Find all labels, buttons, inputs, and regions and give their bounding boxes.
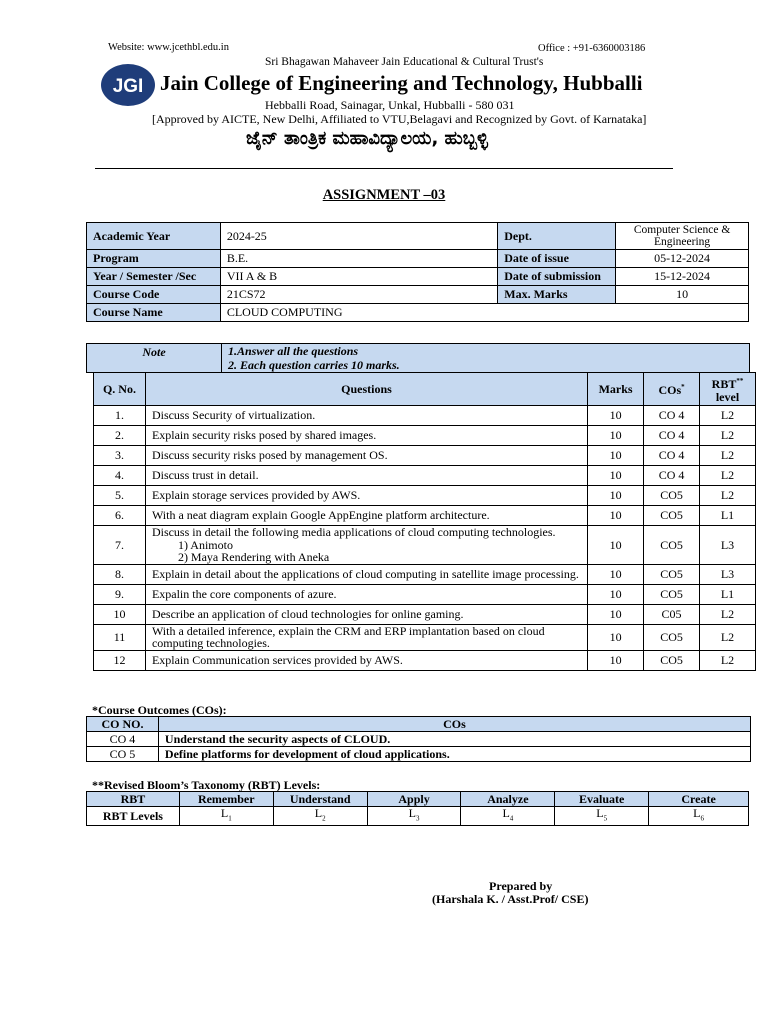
- course-name-value: CLOUD COMPUTING: [220, 304, 748, 322]
- question-main-text: Explain Communication services provided by AWS.: [151, 652, 403, 667]
- question-rbt: L2: [700, 466, 756, 486]
- co-no: CO 5: [87, 747, 159, 762]
- question-marks: 10: [588, 604, 644, 624]
- question-co: CO 4: [644, 446, 700, 466]
- date-submission-value: 15-12-2024: [616, 268, 749, 286]
- question-number: 1.: [94, 406, 146, 426]
- question-rbt: L3: [700, 564, 756, 584]
- question-rbt: L2: [700, 446, 756, 466]
- question-text: [145, 406, 587, 426]
- rbt-header: RBT** level: [700, 373, 756, 406]
- question-main-text: Discuss security risks posed by management OS.: [151, 448, 388, 463]
- question-text: [145, 584, 587, 604]
- question-text: [145, 426, 587, 446]
- question-rbt: L2: [700, 624, 756, 650]
- question-co: CO5: [644, 526, 700, 565]
- co-no: CO 4: [87, 732, 159, 747]
- question-text: [145, 506, 587, 526]
- question-rbt: L2: [700, 650, 756, 670]
- question-row: [94, 426, 756, 446]
- question-number: 4.: [94, 466, 146, 486]
- question-text: [145, 604, 587, 624]
- question-text: [145, 466, 587, 486]
- rbt-table: [86, 791, 749, 826]
- question-co: CO5: [644, 624, 700, 650]
- question-main-text: Describe an application of cloud technologies for online gaming.: [151, 606, 464, 621]
- question-marks: 10: [588, 486, 644, 506]
- question-main-text: Discuss trust in detail.: [151, 468, 259, 483]
- question-text: [145, 650, 587, 670]
- note-text: [228, 345, 400, 372]
- cos-header: COs*: [644, 373, 700, 406]
- question-main-text: Explain in detail about the applications of cloud computing in satellite image processing.: [151, 566, 579, 581]
- question-row: [94, 486, 756, 506]
- rbt-level-cell: $L_3$: [367, 807, 461, 826]
- rbt-header-cell: RBT: [87, 792, 180, 807]
- approval-text: [Approved by AICTE, New Delhi, Affiliated to VTU,Belagavi and Recognized by Govt. of Karnataka]: [152, 112, 647, 126]
- dept-value: Computer Science & Engineering: [616, 223, 749, 250]
- question-rbt: L2: [700, 486, 756, 506]
- question-row: [94, 466, 756, 486]
- question-main-text: Discuss Security of virtualization.: [151, 408, 316, 423]
- question-rbt: L1: [700, 506, 756, 526]
- question-rbt: L2: [700, 406, 756, 426]
- program-label: Program: [87, 250, 221, 268]
- question-main-text: Discuss in detail the following media applications of cloud computing technologies.: [151, 525, 556, 539]
- program-value: B.E.: [220, 250, 497, 268]
- question-main-text: Explain security risks posed by shared images.: [151, 428, 377, 443]
- course-code-label: Course Code: [87, 286, 221, 304]
- kannada-college-name: ಜೈನ್ ತಾಂತ್ರಿಕ ಮಹಾವಿದ್ಯಾಲಯ, ಹುಬ್ಬಳ್ಳಿ: [246, 128, 488, 149]
- co-no-header: CO NO.: [87, 717, 159, 732]
- questions-table: [93, 372, 756, 671]
- question-number: 12: [94, 650, 146, 670]
- question-marks: 10: [588, 526, 644, 565]
- cos-col-header: COs: [158, 717, 750, 732]
- question-marks: 10: [588, 406, 644, 426]
- website-text: Website: www.jcethbl.edu.in: [108, 42, 229, 53]
- rbt-header-cell: Understand: [273, 792, 367, 807]
- academic-year-value: 2024-25: [220, 223, 497, 250]
- question-subitem: 2) Maya Rendering with Aneka: [177, 550, 330, 564]
- question-row: [94, 526, 756, 565]
- co-text: Define platforms for development of cloud applications.: [158, 747, 750, 762]
- header-divider: [95, 168, 673, 169]
- question-text: [145, 446, 587, 466]
- question-marks: 10: [588, 446, 644, 466]
- rbt-level-cell: $L_1$: [179, 807, 273, 826]
- course-info-table: [86, 222, 749, 322]
- question-co: C05: [644, 604, 700, 624]
- question-co: CO 4: [644, 406, 700, 426]
- semester-label: Year / Semester /Sec: [87, 268, 221, 286]
- question-subitem: 1) Animoto: [177, 537, 233, 552]
- prepared-by-label: Prepared by: [489, 879, 553, 893]
- question-number: 9.: [94, 584, 146, 604]
- logo-text: JGI: [112, 76, 144, 97]
- rbt-levels-label: RBT Levels: [87, 807, 180, 826]
- question-co: CO5: [644, 506, 700, 526]
- note-label: Note: [87, 344, 222, 372]
- question-text: [145, 624, 587, 650]
- max-marks-value: 10: [616, 286, 749, 304]
- rbt-header-cell: Apply: [367, 792, 461, 807]
- course-code-value: 21CS72: [220, 286, 497, 304]
- question-number: 5.: [94, 486, 146, 506]
- rbt-level-cell: $L_2$: [273, 807, 367, 826]
- question-row: [94, 584, 756, 604]
- question-number: 3.: [94, 446, 146, 466]
- question-row: [94, 650, 756, 670]
- question-number: 2.: [94, 426, 146, 446]
- question-main-text: With a neat diagram explain Google AppEngine platform architecture.: [151, 508, 490, 523]
- question-number: 8.: [94, 564, 146, 584]
- co-text: Understand the security aspects of CLOUD.: [158, 732, 750, 747]
- date-submission-label: Date of submission: [498, 268, 616, 286]
- college-logo: [100, 63, 156, 107]
- question-co: CO 4: [644, 466, 700, 486]
- question-number: 6.: [94, 506, 146, 526]
- date-issue-value: 05-12-2024: [616, 250, 749, 268]
- rbt-heading: **Revised Bloom’s Taxonomy (RBT) Levels:: [92, 778, 321, 792]
- rbt-header-cell: Analyze: [461, 792, 555, 807]
- office-phone: Office : +91-6360003186: [538, 43, 646, 54]
- question-row: [94, 564, 756, 584]
- question-co: CO5: [644, 486, 700, 506]
- question-number: 11: [94, 624, 146, 650]
- rbt-header-cell: Evaluate: [555, 792, 649, 807]
- question-number: 7.: [94, 526, 146, 565]
- note-line-2: 2. Each question carries 10 marks.: [228, 357, 400, 372]
- college-address: Hebballi Road, Sainagar, Unkal, Hubballi - 580 031: [265, 98, 515, 112]
- question-text: [145, 526, 587, 565]
- date-issue-label: Date of issue: [498, 250, 616, 268]
- question-row: [94, 446, 756, 466]
- dept-label: Dept.: [498, 223, 616, 250]
- question-co: CO5: [644, 584, 700, 604]
- course-name-label: Course Name: [87, 304, 221, 322]
- note-line-1: 1.Answer all the questions: [228, 344, 359, 358]
- questions-header: Questions: [145, 373, 587, 406]
- question-rbt: L3: [700, 526, 756, 565]
- question-text: [145, 486, 587, 506]
- rbt-level-cell: $L_6$: [649, 807, 749, 826]
- rbt-header-cell: Remember: [179, 792, 273, 807]
- question-co: CO5: [644, 650, 700, 670]
- rbt-level-cell: $L_4$: [461, 807, 555, 826]
- college-name: Jain College of Engineering and Technology, Hubballi: [160, 71, 643, 95]
- trust-name: Sri Bhagawan Mahaveer Jain Educational & Cultural Trust's: [265, 56, 544, 68]
- note-box: [86, 343, 750, 373]
- academic-year-label: Academic Year: [87, 223, 221, 250]
- max-marks-label: Max. Marks: [498, 286, 616, 304]
- question-marks: 10: [588, 506, 644, 526]
- question-marks: 10: [588, 466, 644, 486]
- question-main-text: With a detailed inference, explain the CRM and ERP implantation based on cloud computing technologies.: [151, 623, 545, 650]
- question-row: [94, 406, 756, 426]
- question-marks: 10: [588, 650, 644, 670]
- course-outcomes-heading: *Course Outcomes (COs):: [92, 703, 227, 717]
- question-rbt: L1: [700, 584, 756, 604]
- question-rbt: L2: [700, 426, 756, 446]
- semester-value: VII A & B: [220, 268, 497, 286]
- question-number: 10: [94, 604, 146, 624]
- question-marks: 10: [588, 624, 644, 650]
- question-row: [94, 506, 756, 526]
- rbt-header-cell: Create: [649, 792, 749, 807]
- question-co: CO 4: [644, 426, 700, 446]
- question-text: [145, 564, 587, 584]
- question-row: [94, 624, 756, 650]
- question-main-text: Explain storage services provided by AWS.: [151, 488, 361, 503]
- prepared-by-name: (Harshala K. / Asst.Prof/ CSE): [432, 892, 589, 906]
- rbt-level-cell: $L_5$: [555, 807, 649, 826]
- qno-header: Q. No.: [94, 373, 146, 406]
- marks-header: Marks: [588, 373, 644, 406]
- question-co: CO5: [644, 564, 700, 584]
- question-main-text: Expalin the core components of azure.: [151, 586, 337, 601]
- question-marks: 10: [588, 564, 644, 584]
- question-marks: 10: [588, 426, 644, 446]
- question-row: [94, 604, 756, 624]
- question-rbt: L2: [700, 604, 756, 624]
- question-marks: 10: [588, 584, 644, 604]
- course-outcomes-table: [86, 716, 751, 762]
- assignment-title: ASSIGNMENT –03: [322, 187, 446, 203]
